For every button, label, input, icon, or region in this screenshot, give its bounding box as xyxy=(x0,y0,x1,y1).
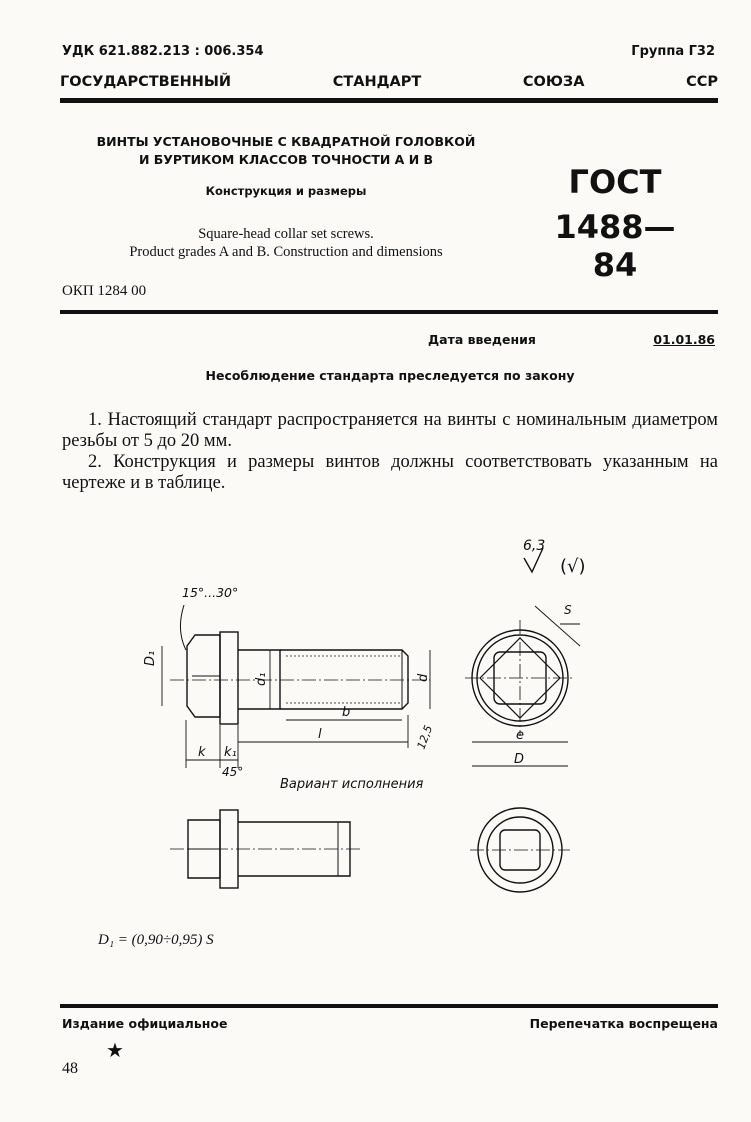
footer-rule xyxy=(60,1004,718,1008)
header-rule xyxy=(60,98,718,103)
label-e: e xyxy=(516,728,524,743)
english-title xyxy=(62,225,510,261)
group-code: Группа Г32 xyxy=(631,44,715,59)
label-b: b xyxy=(342,705,351,720)
english-title-line: Product grades A and B. Construction and dimensions xyxy=(129,244,443,260)
variant-caption: Вариант исполнения xyxy=(280,777,424,792)
okp-code: ОКП 1284 00 xyxy=(62,283,147,299)
label-S: S xyxy=(564,603,572,617)
heading-word: СТАНДАРТ xyxy=(332,74,422,90)
state-standard-heading xyxy=(60,74,718,90)
screw-variant-view xyxy=(170,810,360,888)
label-D: D xyxy=(514,752,525,767)
document-subtitle: Конструкция и размеры xyxy=(205,184,367,198)
screw-end-view xyxy=(465,620,575,736)
formula: D₁ = (0,90÷0,95) S xyxy=(98,932,214,948)
reprint-note: Перепечатка воспрещена xyxy=(529,1016,718,1031)
body-text xyxy=(62,410,718,494)
angle-label: 15°...30° xyxy=(182,585,239,600)
label-k: k xyxy=(198,745,206,760)
angle-arc xyxy=(180,605,186,650)
heading-word: ССР xyxy=(686,74,718,90)
page-number: 48 xyxy=(62,1060,78,1077)
label-d: d xyxy=(416,673,431,682)
roughness-value: 6,3 xyxy=(523,538,546,554)
label-D1: D₁ xyxy=(143,650,158,666)
heading-word: СОЮЗА xyxy=(522,74,585,90)
paragraph: 2. Конструкция и размеры винтов должны соответствовать указанным на чертеже и в таблице. xyxy=(62,452,718,493)
title-line: ВИНТЫ УСТАНОВОЧНЫЕ С КВАДРАТНОЙ ГОЛОВКОЙ xyxy=(96,134,476,149)
star-icon: ★ xyxy=(106,1040,124,1062)
gost-label: ГОСТ xyxy=(568,163,662,201)
label-l: l xyxy=(318,727,322,742)
intro-date-label: Дата введения xyxy=(428,332,536,347)
chamfer-angle: 45° xyxy=(222,765,244,779)
edition-note: Издание официальное xyxy=(62,1016,228,1031)
screw-side-view xyxy=(170,632,430,724)
roughness-extra: (√) xyxy=(560,556,586,577)
okp-rule xyxy=(60,310,718,314)
title-line: И БУРТИКОМ КЛАССОВ ТОЧНОСТИ А И В xyxy=(138,152,434,167)
gost-number: 1488—84 xyxy=(554,208,676,284)
intro-date-value: 01.01.86 xyxy=(653,332,715,347)
label-d1: d₁ xyxy=(254,672,269,686)
english-title-line: Square-head collar set screws. xyxy=(198,226,374,242)
label-thread-roughness: 12,5 xyxy=(414,723,436,752)
variant-end-view xyxy=(470,808,570,892)
label-k1: k₁ xyxy=(224,745,237,760)
heading-word: ГОСУДАРСТВЕННЫЙ xyxy=(60,74,232,90)
udk-code: УДК 621.882.213 : 006.354 xyxy=(62,44,264,59)
document-title xyxy=(62,133,510,169)
technical-drawing xyxy=(140,520,620,910)
paragraph: 1. Настоящий стандарт распространяется на винты с номинальным диаметром резьбы от 5 до 20 мм. xyxy=(62,410,718,451)
legal-notice: Несоблюдение стандарта преследуется по закону xyxy=(205,368,575,383)
